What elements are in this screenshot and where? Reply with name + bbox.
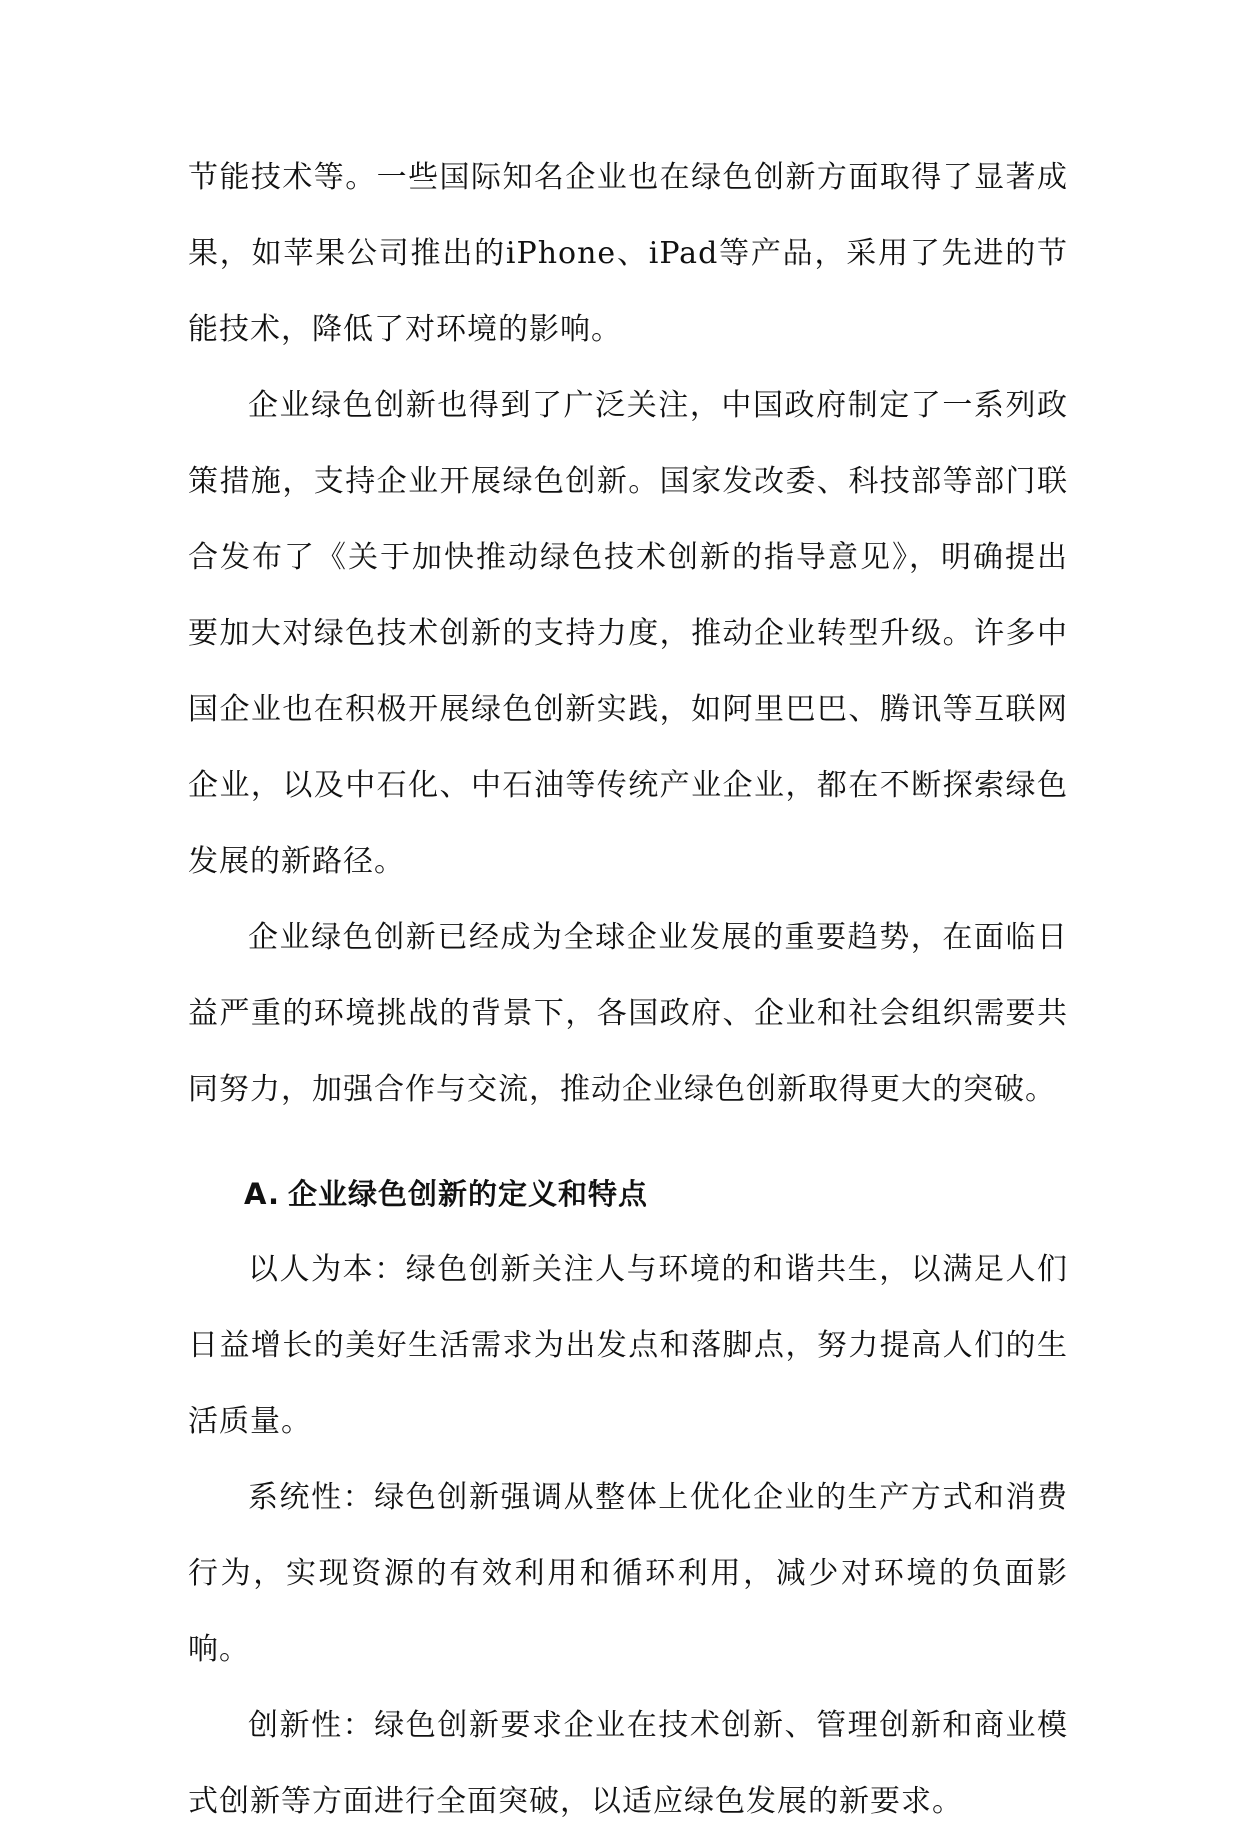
paragraph-green-tech-examples: 节能技术等。一些国际知名企业也在绿色创新方面取得了显著成果，如苹果公司推出的iPhone、iPad等产品，采用了先进的节能技术，降低了对环境的影响。 [188,160,1068,347]
document-body [188,140,1068,1840]
section-heading-title: 企业绿色创新的定义和特点 [288,1177,649,1211]
paragraph-innovative: 创新性：绿色创新要求企业在技术创新、管理创新和商业模式创新等方面进行全面突破，以适应绿色发展的新要求。 [188,1708,1068,1819]
paragraph-systematic: 系统性：绿色创新强调从整体上优化企业的生产方式和消费行为，实现资源的有效利用和循环利用，减少对环境的负面影响。 [188,1480,1068,1667]
paragraph-china-policy: 企业绿色创新也得到了广泛关注，中国政府制定了一系列政策措施，支持企业开展绿色创新。国家发改委、科技部等部门联合发布了《关于加快推动绿色技术创新的指导意见》，明确提出要加大对绿色技术创新的支持力度，推动企业转型升级。许多中国企业也在积极开展绿色创新实践，如阿里巴巴、腾讯等互联网企业，以及中石化、中石油等传统产业企业，都在不断探索绿色发展的新路径。 [188,388,1068,879]
section-heading-label: A. [244,1177,280,1211]
paragraph-global-trend: 企业绿色创新已经成为全球企业发展的重要趋势，在面临日益严重的环境挑战的背景下，各国政府、企业和社会组织需要共同努力，加强合作与交流，推动企业绿色创新取得更大的突破。 [188,920,1068,1107]
section-heading [188,1156,1068,1232]
paragraph-people-oriented: 以人为本：绿色创新关注人与环境的和谐共生，以满足人们日益增长的美好生活需求为出发点和落脚点，努力提高人们的生活质量。 [188,1252,1068,1439]
